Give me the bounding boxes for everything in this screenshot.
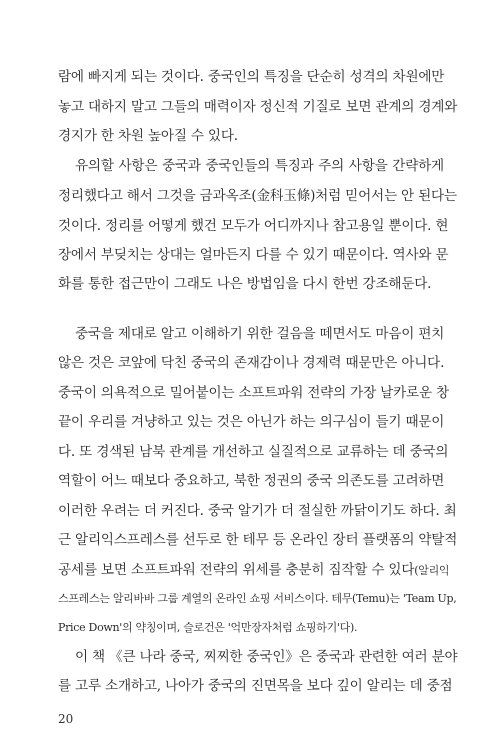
text-line: 이 책 《큰 나라 중국, 찌찌한 중국인》은 중국과 관련한 여러 분야: [75, 649, 458, 665]
text-line: 경지가 한 차원 높아질 수 있다.: [58, 128, 238, 144]
text-line: 않은 것은 코앞에 닥친 중국의 존재감이나 경제력 때문만은 아니다.: [58, 355, 445, 371]
note-start: (알리익: [414, 564, 450, 577]
page-number: 20: [58, 712, 74, 726]
text-line: 정리했다고 해서 그것을 금과옥조(金科玉條)처럼 믿어서는 안 된다는: [58, 188, 457, 204]
note-line: 스프레스는 알리바바 그룹 계열의 온라인 쇼핑 서비스이다. 테무(Temu)는 'Team Up,: [58, 592, 457, 605]
text-line: 유의할 사항은 중국과 중국인들의 특징과 주의 사항을 간략하게: [75, 158, 444, 174]
text-line-with-note: [58, 555, 450, 585]
text-main: 공세를 보면 소프트파워 전략의 위세를 충분히 짐작할 수 있다: [58, 562, 415, 578]
note-line: Price Down'의 약칭이며, 슬로건은 '억만장자처럼 쇼핑하기'다).: [58, 621, 358, 634]
text-line: 다. 또 경색된 남북 관계를 개선하고 실질적으로 교류하는 데 중국의: [58, 444, 449, 460]
text-line: 를 고루 소개하고, 나아가 중국의 진면목을 보다 깊이 알리는 데 중점: [58, 678, 453, 694]
text-line: 놓고 대하지 말고 그들의 매력이자 정신적 기질로 보면 관계의 경계와: [58, 99, 458, 115]
text-line: 끝이 우리를 겨냥하고 있는 것은 아닌가 하는 의구심이 들기 때문이: [58, 414, 445, 430]
text-line: 중국이 의욕적으로 밀어붙이는 소프트파워 전략의 가장 날카로운 창: [58, 385, 449, 401]
text-line: 역할이 어느 때보다 중요하고, 북한 정권의 중국 의존도를 고려하면: [58, 473, 445, 489]
text-line: 장에서 부딪치는 상대는 얼마든지 다를 수 있기 때문이다. 역사와 문: [58, 247, 449, 263]
text-line: 것이다. 정리를 어떻게 했건 모두가 어디까지나 참고용일 뿐이다. 현: [58, 218, 449, 234]
text-line: 화를 통한 접근만이 그래도 나은 방법임을 다시 한번 강조해둔다.: [58, 276, 432, 292]
text-line: 이러한 우려는 더 커진다. 중국 알기가 더 절실한 까닭이기도 하다. 최: [58, 503, 457, 519]
text-line: 람에 빠지게 되는 것이다. 중국인의 특징을 단순히 성격의 차원에만: [58, 69, 445, 85]
text-line: 근 알리익스프레스를 선두로 한 테무 등 온라인 장터 플랫폼의 약탈적: [58, 532, 458, 548]
text-line: 중국을 제대로 알고 이해하기 위한 걸음을 떼면서도 마음이 편치: [75, 326, 445, 342]
